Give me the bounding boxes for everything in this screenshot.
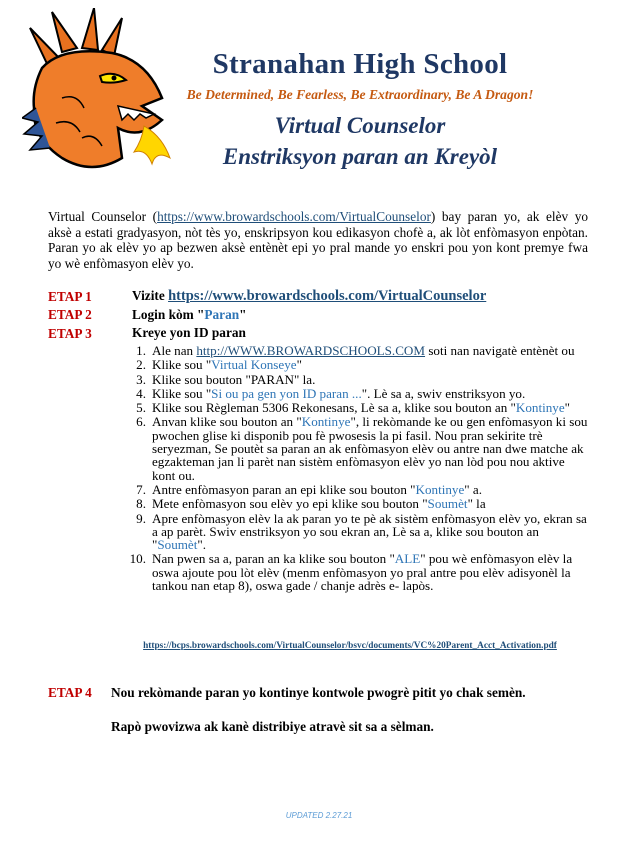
list-item: 6. Anvan klike sou bouton an "Kontinye", li rekòmande ke ou gen enfòmasyon ki sou pwochen glise ki disponib pou fè pwosesis la pi fasil. Nou pran sekirite trè seryezman, Se poutèt sa paran an ak enfòmasyon elèv ou antre nan dwe matche ak egzakteman jan li parèt nan sistèm enfòmasyon elèv yo nan lòd pou nou aktive kont ou. xyxy=(136,414,588,483)
steps-list xyxy=(129,343,588,594)
pdf-link-container xyxy=(118,641,582,651)
list-item: 3. Klike sou bouton "PARAN" la. xyxy=(136,371,316,387)
list-item: 10. Nan pwen sa a, paran an ka klike sou bouton "ALE" pou wè enfòmasyon elèv la oswa ajoute pou lòt elèv (menm enfòmasyon yo pral antre pou elèv adisyonèl la tankou nan etap 8), oswa gade / chanje adrès e- lapòs. xyxy=(129,551,573,594)
etap-1-link[interactable]: https://www.browardschools.com/VirtualCounselor xyxy=(168,288,487,304)
page-subtitle: Enstriksyon paran an Kreyòl xyxy=(222,144,498,169)
updated-date: UPDATED 2.27.21 xyxy=(285,811,353,820)
broward-schools-link[interactable]: http://WWW.BROWARDSCHOOLS.COM xyxy=(196,343,426,358)
list-item: 1. Ale nan http://WWW.BROWARDSCHOOLS.COM soti nan navigatè entènèt ou xyxy=(136,343,575,358)
school-tagline: Be Determined, Be Fearless, Be Extraordinary, Be A Dragon! xyxy=(186,87,534,102)
etap-1-label: ETAP 1 xyxy=(48,289,92,304)
etap-4-label: ETAP 4 xyxy=(48,685,92,700)
etap-3-text: Kreye yon ID paran xyxy=(132,325,246,340)
activation-pdf-link[interactable]: https://bcps.browardschools.com/VirtualCounselor/bsvc/documents/VC%20Parent_Acct_Activation.pdf xyxy=(143,641,557,651)
list-item: 8. Mete enfòmasyon sou elèv yo epi klike sou bouton "Soumèt" la xyxy=(136,496,486,512)
etap-4-text: Nou rekòmande paran yo kontinye kontwole pwogrè pitit yo chak semèn. xyxy=(111,685,526,700)
list-item: 9. Apre enfòmasyon elèv la ak paran yo te pè ak sistèm enfòmasyon elèv yo, ekran sa a ap parèt. Swiv enstriksyon yo sou ekran an, Lè sa a, klike sou bouton an "Soumèt". xyxy=(136,510,587,553)
list-item: 5. Klike sou Règleman 5306 Rekonesans, Lè sa a, klike sou bouton an "Kontinye" xyxy=(136,400,570,416)
page-title: Virtual Counselor xyxy=(274,113,446,138)
list-item: 7. Antre enfòmasyon paran an epi klike sou bouton "Kontinye" a. xyxy=(136,481,482,497)
etap-4-note: Rapò pwovizwa ak kanè distribiye atravè sit sa a sèlman. xyxy=(111,719,434,734)
list-item: 2. Klike sou "Virtual Konseye" xyxy=(136,357,302,373)
list-item: 4. Klike sou "Si ou pa gen yon ID paran ...". Lè sa a, swiv enstriksyon yo. xyxy=(136,385,526,401)
school-name: Stranahan High School xyxy=(212,48,508,80)
etap-2-text: Login kòm "Paran" xyxy=(132,307,247,322)
etap-2-label: ETAP 2 xyxy=(48,307,92,322)
etap-3-label: ETAP 3 xyxy=(48,326,92,341)
virtual-counselor-link[interactable]: https://www.browardschools.com/VirtualCounselor xyxy=(157,209,431,224)
etap-1-text: Vizite https://www.browardschools.com/VirtualCounselor xyxy=(132,288,487,304)
intro-paragraph: Virtual Counselor (https://www.browardschools.com/VirtualCounselor) bay paran yo, ak elèv yo aksè a estati gradyasyon, nòt tès yo, enskripsyon kou edikasyon chofè a, ak lòt enfòmasyon enpòtan. Paran yo ak elèv yo ap bezwen aksè entènèt epi yo pral mande yo enskri pou yon kont premye fwa yo wè enfòmasyon elèv yo. xyxy=(48,209,588,271)
